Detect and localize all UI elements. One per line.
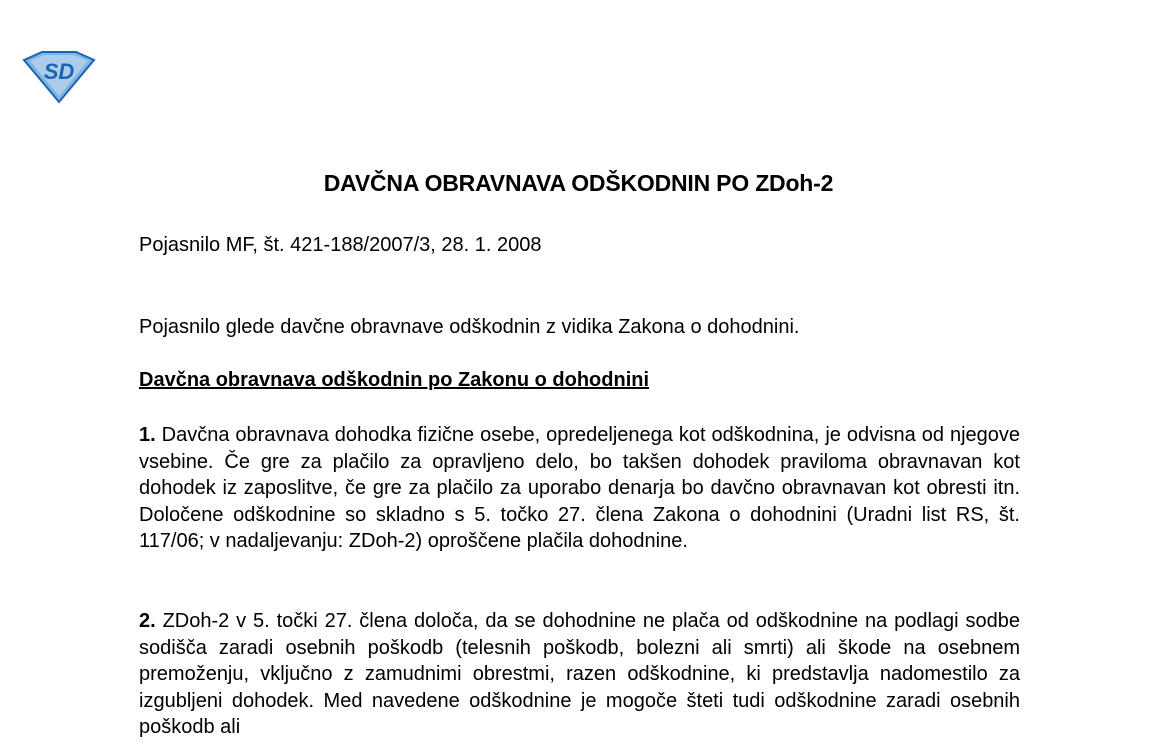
paragraph-text: Davčna obravnava dohodka fizične osebe, opredeljenega kot odškodnina, je odvisna od njegove vsebine. Če gre za plačilo za opravljeno delo, bo takšen dohodek praviloma obravnavan kot dohodek iz zaposlitve, če gre za plačilo za uporabo denarja bo davčno obravnavan kot obresti itn. Določene odškodnine so skladno s 5. točko 27. člena Zakona o dohodnini (Uradni list RS, št. 117/06; v nadaljevanju: ZDoh-2) oproščene plačila dohodnine.	[139, 424, 1021, 552]
svg-text:SD: SD	[43, 59, 75, 84]
section-heading: Davčna obravnava odškodnin po Zakonu o dohodnini	[139, 369, 650, 391]
paragraph-2	[139, 608, 1020, 741]
paragraph-text: ZDoh-2 v 5. točki 27. člena določa, da se dohodnine ne plača od odškodnine na podlagi sodbe sodišča zaradi osebnih poškodb (telesnih poškodb, bolezni ali smrti) ali škode na osebnem premoženju, vključno z zamudnimi obrestmi, razen odškodnine, ki predstavlja nadomestilo za izgubljeni dohodek. Med navedene odškodnine je mogoče šteti tudi odškodnine zaradi osebnih poškodb ali	[139, 610, 1020, 738]
paragraph-1	[139, 422, 1020, 555]
company-logo	[22, 48, 96, 104]
paragraph-number: 1.	[139, 424, 156, 446]
reference-line: Pojasnilo MF, št. 421-188/2007/3, 28. 1. 2008	[139, 234, 542, 256]
document-title: DAVČNA OBRAVNAVA ODŠKODNIN PO ZDoh-2	[323, 170, 834, 196]
intro-line: Pojasnilo glede davčne obravnave odškodnin z vidika Zakona o dohodnini.	[139, 316, 800, 338]
paragraph-number: 2.	[139, 610, 156, 632]
sd-logo-icon	[22, 48, 96, 104]
